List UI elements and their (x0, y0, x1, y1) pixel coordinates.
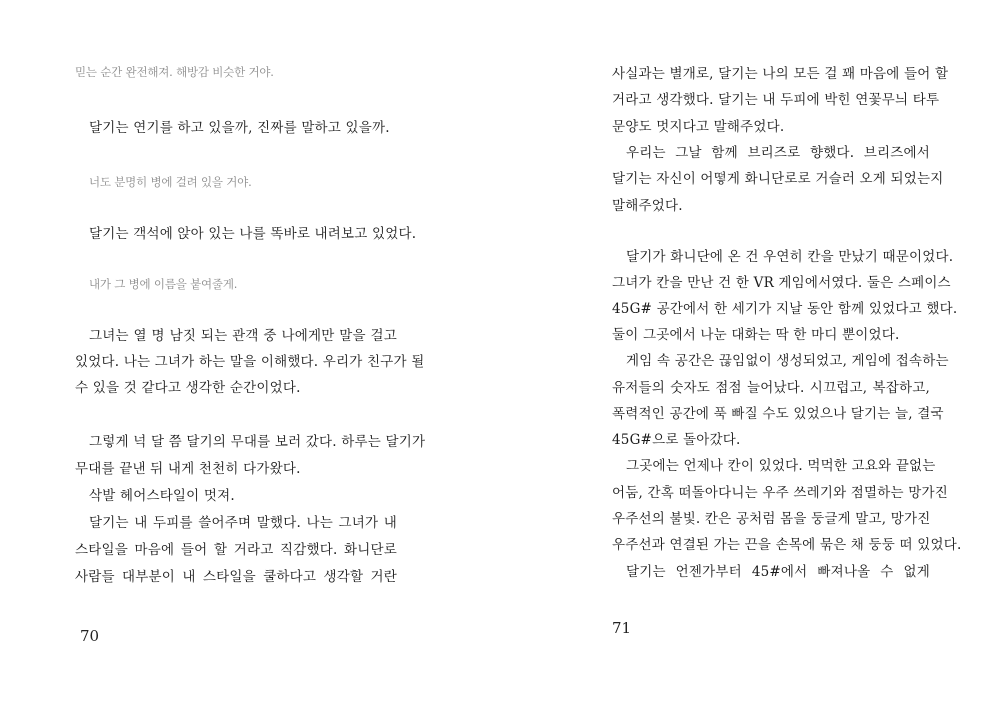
page-number: 71 (612, 619, 632, 637)
right-page (500, 0, 1000, 701)
body-text-line: 달기는 내 두피를 쓸어주며 말했다. 나는 그녀가 내 (89, 515, 397, 531)
body-text-line: 그녀는 열 명 남짓 되는 관객 중 나에게만 말을 걸고 (89, 328, 397, 344)
body-text-line: 그렇게 넉 달 쯤 달기의 무대를 보러 갔다. 하루는 달기가 (89, 434, 426, 450)
body-text-line: 말해주었다. (612, 198, 683, 214)
body-text-line: 달기는 연기를 하고 있을까, 진짜를 말하고 있을까. (89, 120, 390, 136)
body-text-line: 사람들 대부분이 내 스타일을 쿨하다고 생각할 거란 (75, 569, 397, 585)
body-text-line: 그녀가 칸을 만난 건 한 VR 게임에서였다. 둘은 스페이스 (612, 275, 951, 291)
body-text-line: 45G# 공간에서 한 세기가 지날 동안 함께 있었다고 했다. (612, 301, 958, 317)
body-text-line: 삭발 헤어스타일이 멋져. (89, 488, 235, 504)
body-text-line: 폭력적인 공간에 푹 빠질 수도 있었으나 달기는 늘, 결국 (612, 406, 944, 422)
dialogue-line: 내가 그 병에 이름을 붙여줄게. (89, 277, 238, 291)
page-number: 70 (80, 627, 100, 645)
body-text-line: 달기는 객석에 앉아 있는 나를 똑바로 내려보고 있었다. (89, 226, 417, 242)
body-text-line: 우주선의 불빛. 칸은 공처럼 몸을 둥글게 말고, 망가진 (612, 511, 931, 527)
body-text-line: 수 있을 것 같다고 생각한 순간이었다. (75, 380, 301, 396)
body-text-line: 사실과는 별개로, 달기는 나의 모든 걸 꽤 마음에 들어 할 (612, 66, 949, 82)
body-text-line: 우리는 그날 함께 브리즈로 향했다. 브리즈에서 (626, 145, 930, 161)
body-text-line: 달기가 화니단에 온 건 우연히 칸을 만났기 때문이었다. (626, 249, 954, 265)
body-text-line: 둘이 그곳에서 나눈 대화는 딱 한 마디 뿐이었다. (612, 327, 900, 343)
body-text-line: 무대를 끝낸 뒤 내게 천천히 다가왔다. (75, 461, 301, 477)
body-text-line: 있었다. 나는 그녀가 하는 말을 이해했다. 우리가 친구가 될 (75, 354, 425, 370)
dialogue-line: 너도 분명히 병에 걸려 있을 거야. (89, 175, 252, 189)
body-text-line: 유저들의 숫자도 점점 늘어났다. 시끄럽고, 복잡하고, (612, 380, 930, 396)
body-text-line: 45G#으로 돌아갔다. (612, 432, 741, 448)
body-text-line: 거라고 생각했다. 달기는 내 두피에 박힌 연꽃무늬 타투 (612, 92, 940, 108)
body-text-line: 우주선과 연결된 가는 끈을 손목에 묶은 채 둥둥 떠 있었다. (612, 537, 962, 553)
body-text-line: 달기는 자신이 어떻게 화니단로로 거슬러 오게 되었는지 (612, 171, 944, 187)
body-text-line: 달기는 언젠가부터 45#에서 빠져나올 수 없게 (626, 564, 930, 580)
body-text-line: 스타일을 마음에 들어 할 거라고 직감했다. 화니단로 (75, 542, 397, 558)
body-text-line: 그곳에는 언제나 칸이 있었다. 먹먹한 고요와 끝없는 (626, 458, 936, 474)
body-text-line: 어둠, 간혹 떠돌아다니는 우주 쓰레기와 점멸하는 망가진 (612, 485, 948, 501)
body-text-line: 문양도 멋지다고 말해주었다. (612, 119, 785, 135)
body-text-line: 게임 속 공간은 끊임없이 생성되었고, 게임에 접속하는 (626, 353, 949, 369)
dialogue-line: 믿는 순간 완전해져. 해방감 비슷한 거야. (75, 65, 274, 79)
